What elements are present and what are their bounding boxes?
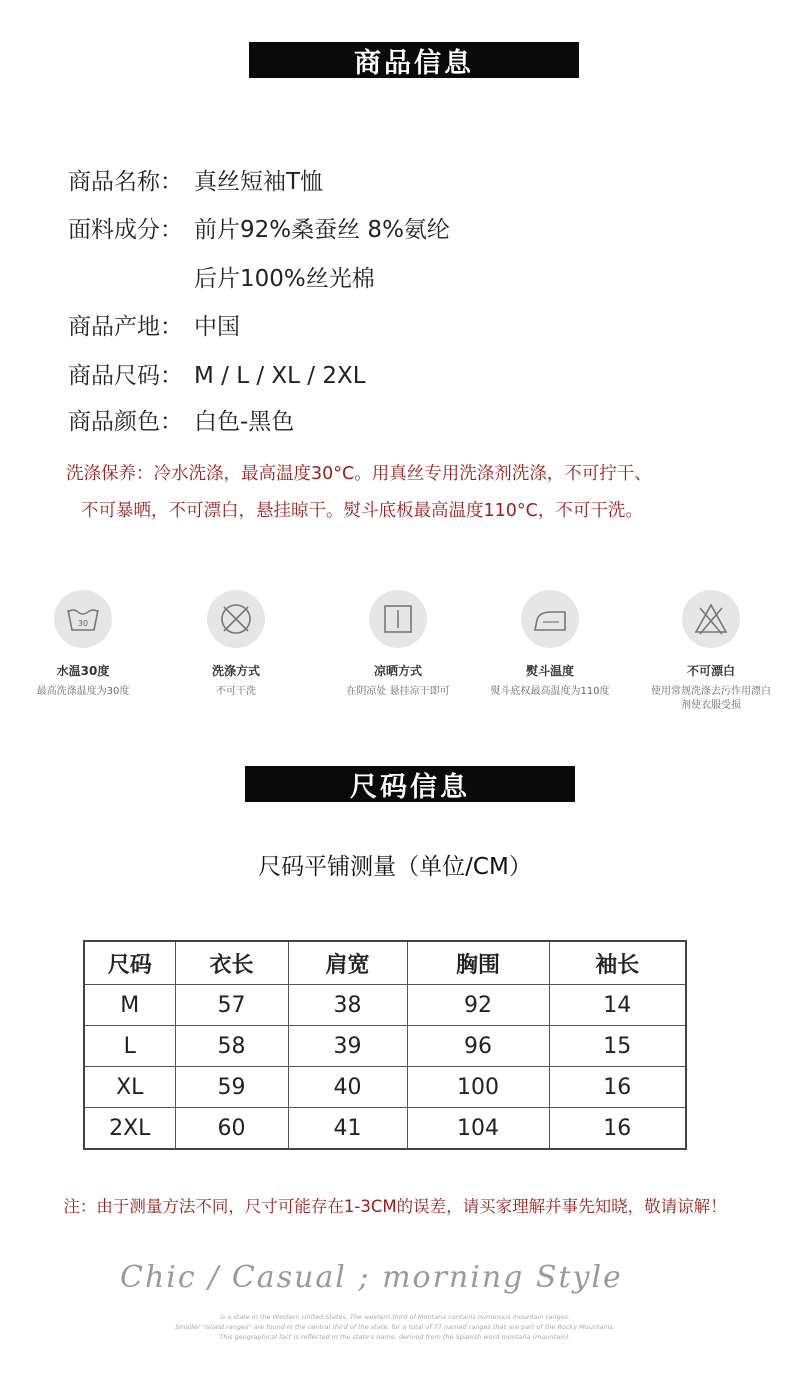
info-label: 商品颜色：: [68, 409, 183, 435]
table-cell: L: [84, 1026, 175, 1067]
info-row-fabric: [68, 211, 450, 244]
table-cell: 96: [407, 1026, 549, 1067]
info-value: 后片100%丝光棉: [194, 266, 375, 292]
table-cell: 57: [175, 985, 288, 1026]
care-text-line2: 不可暴晒，不可漂白，悬挂晾干。熨斗底板最高温度110°C，不可干洗。: [81, 501, 643, 521]
measurement-note: 注：由于测量方法不同，尺寸可能存在1-3CM的误差，请买家理解并事先知晓，敬请谅解！: [63, 1197, 727, 1216]
wash-30-icon: [54, 590, 112, 648]
info-label: 商品产地：: [68, 314, 183, 340]
care-icon-title: 洗涤方式: [211, 664, 260, 678]
table-cell: 16: [549, 1108, 686, 1150]
table-cell: M: [84, 985, 175, 1026]
table-row: [84, 985, 686, 1026]
table-cell: 40: [288, 1067, 407, 1108]
table-cell: 104: [407, 1108, 549, 1150]
care-icon-desc: 最高洗涤温度为30度: [36, 686, 130, 697]
care-icon-desc: 不可干洗: [216, 686, 256, 697]
header-cell: 袖长: [549, 941, 686, 985]
table-cell: 39: [288, 1026, 407, 1067]
table-cell: 16: [549, 1067, 686, 1108]
header-cell: 衣长: [175, 941, 288, 985]
care-icon-desc: 使用常规洗涤去污作用漂白剂使衣服受损: [651, 686, 771, 711]
fine-print-line: is a state in the Western United States. The western third of Montana contains numerous mountain ranges.: [219, 1313, 571, 1321]
table-header-row: [84, 941, 686, 985]
table-cell: 14: [549, 985, 686, 1026]
table-cell: 60: [175, 1108, 288, 1150]
care-icon-desc: 在阴凉处 悬挂凉干即可: [346, 686, 450, 697]
fine-print-line: This geographical fact is reflected in the state's name, derived from the Spanish word montaña (mountain).: [219, 1333, 571, 1341]
section-title-product-info: 商品信息: [249, 42, 579, 78]
care-icon-block-washing: [161, 590, 311, 699]
brand-signature: Chic / Casual ; morning Style: [120, 1260, 623, 1295]
table-row: [84, 1108, 686, 1150]
table-cell: XL: [84, 1067, 175, 1108]
info-row-name: [68, 163, 323, 196]
table-row: [84, 1067, 686, 1108]
care-icon-title: 凉晒方式: [373, 664, 422, 678]
header-cell: 胸围: [407, 941, 549, 985]
table-cell: 2XL: [84, 1108, 175, 1150]
hang-dry-icon: [369, 590, 427, 648]
no-wash-icon: [207, 590, 265, 648]
info-label: 商品尺码：: [68, 363, 183, 389]
care-icon-title: 水温30度: [56, 664, 110, 678]
table-row: [84, 1026, 686, 1067]
table-cell: 38: [288, 985, 407, 1026]
info-value: 白色-黑色: [194, 409, 295, 435]
size-table: [83, 940, 687, 1150]
table-cell: 58: [175, 1026, 288, 1067]
care-icon-title: 熨斗温度: [525, 664, 574, 678]
info-value: M / L / XL / 2XL: [194, 363, 366, 389]
header-cell: 尺码: [84, 941, 175, 985]
table-cell: 59: [175, 1067, 288, 1108]
section-title-size-info: 尺码信息: [245, 766, 575, 802]
wash-temp-badge: 30: [77, 619, 89, 628]
care-icon-block-bleach: [636, 590, 786, 713]
info-label: 面料成分：: [68, 217, 183, 243]
fine-print-line: Smaller "island ranges" are found in the central third of the state, for a total of 77 named ranges that are part of the Rocky Mountains.: [175, 1323, 615, 1331]
info-row-size: [68, 357, 366, 390]
table-cell: 41: [288, 1108, 407, 1150]
info-value: 前片92%桑蚕丝 8%氨纶: [194, 217, 450, 243]
care-icon-block-dry: [323, 590, 473, 699]
care-icon-block-wash: [8, 590, 158, 699]
table-cell: 15: [549, 1026, 686, 1067]
info-row-color: [68, 403, 294, 436]
table-cell: 92: [407, 985, 549, 1026]
info-value: 中国: [194, 314, 240, 340]
iron-icon: [521, 590, 579, 648]
info-label: 商品名称：: [68, 169, 183, 195]
size-table-subtitle: 尺码平铺测量（单位/CM）: [258, 854, 532, 880]
care-text-line1: 洗涤保养：冷水洗涤，最高温度30°C。用真丝专用洗涤剂洗涤，不可拧干、: [66, 464, 652, 484]
table-cell: 100: [407, 1067, 549, 1108]
info-value: 真丝短袖T恤: [194, 169, 324, 195]
care-icon-desc: 熨斗底权最高温度为110度: [490, 686, 610, 697]
info-row-origin: [68, 308, 240, 341]
no-bleach-icon: [682, 590, 740, 648]
header-cell: 肩宽: [288, 941, 407, 985]
care-icon-block-iron: [475, 590, 625, 699]
info-row-fabric-back: [68, 260, 375, 293]
care-icon-title: 不可漂白: [686, 664, 735, 678]
